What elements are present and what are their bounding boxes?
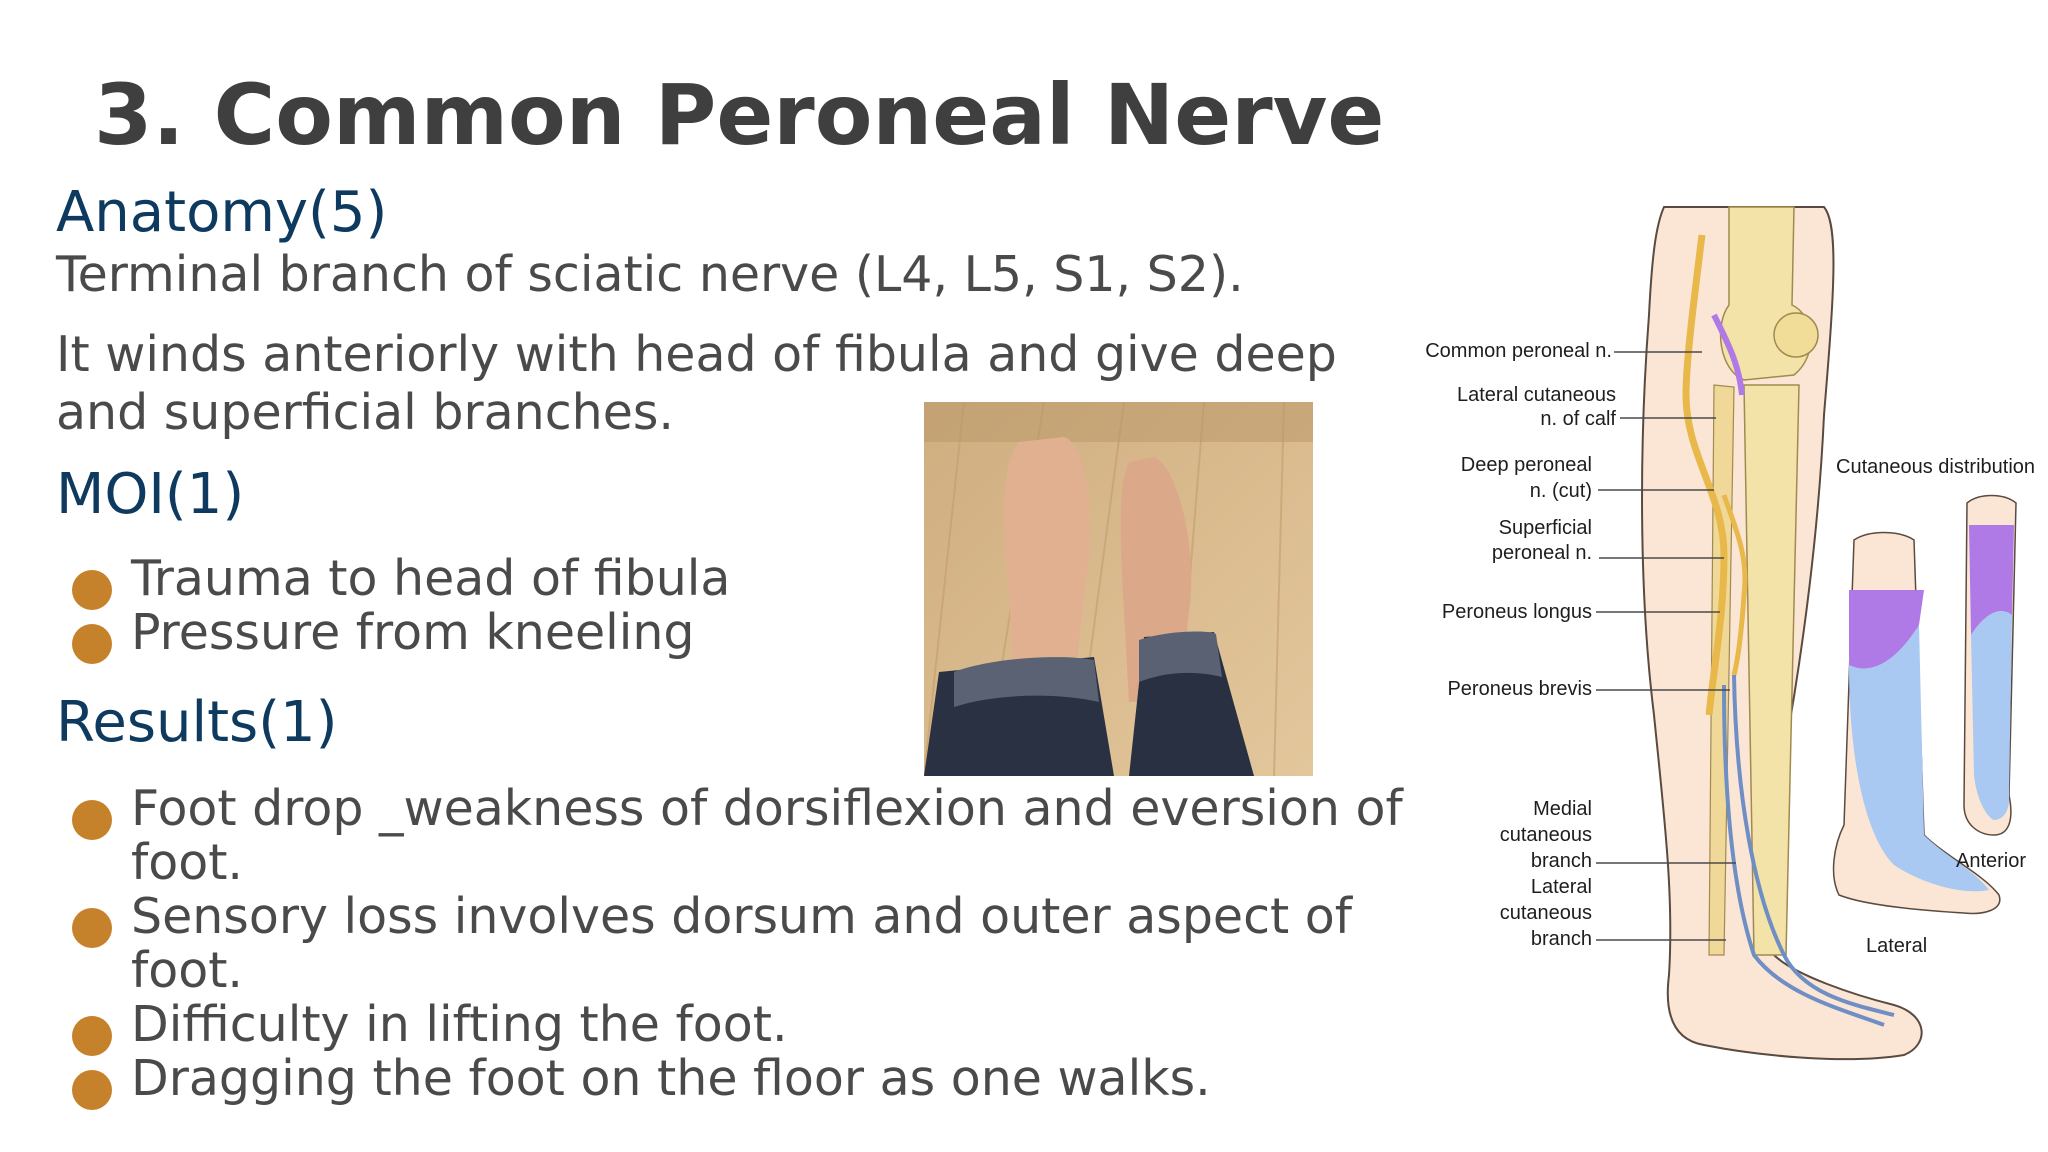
label-lateral-2: cutaneous bbox=[1499, 902, 1592, 924]
list-item: Pressure from kneeling bbox=[56, 606, 876, 660]
label-common-peroneal: Common peroneal n. bbox=[1425, 340, 1612, 362]
list-item: Trauma to head of fibula bbox=[56, 552, 876, 606]
bullet-icon bbox=[72, 570, 112, 610]
list-item: Dragging the foot on the floor as one walks. bbox=[56, 1052, 1416, 1106]
label-medial-2: cutaneous bbox=[1499, 824, 1592, 846]
moi-list bbox=[56, 552, 876, 660]
list-item: Difficulty in lifting the foot. bbox=[56, 998, 1416, 1052]
anatomy-line-1: Terminal branch of sciatic nerve (L4, L5, S1, S2). bbox=[56, 246, 1244, 303]
label-peroneus-brevis: Peroneus brevis bbox=[1447, 678, 1592, 700]
label-lateral-1: Lateral bbox=[1530, 876, 1592, 898]
common-peroneal-nerve-diagram bbox=[1424, 195, 2044, 1095]
label-lateral-3: branch bbox=[1530, 928, 1592, 950]
label-medial-1: Medial bbox=[1533, 798, 1592, 820]
patella bbox=[1774, 313, 1818, 357]
label-lateral-view: Lateral bbox=[1866, 935, 1928, 957]
list-item: Sensory loss involves dorsum and outer aspect of foot. bbox=[56, 890, 1416, 998]
moi-heading: MOI(1) bbox=[56, 462, 245, 527]
label-sup-2: peroneal n. bbox=[1491, 542, 1592, 564]
label-lat-cut-2: n. of calf bbox=[1540, 408, 1616, 430]
anterior-blue-zone bbox=[1971, 611, 2012, 820]
bullet-icon bbox=[72, 800, 112, 840]
results-heading: Results(1) bbox=[56, 690, 338, 755]
bullet-icon bbox=[72, 1070, 112, 1110]
label-medial-3: branch bbox=[1530, 850, 1592, 872]
bullet-icon bbox=[72, 908, 112, 948]
label-lat-cut-1: Lateral cutaneous bbox=[1456, 384, 1616, 406]
label-deep-1: Deep peroneal bbox=[1460, 454, 1592, 476]
bullet-icon bbox=[72, 624, 112, 664]
list-item: Foot drop _weakness of dorsiflexion and eversion of foot. bbox=[56, 782, 1416, 890]
tibia-bone bbox=[1744, 385, 1799, 955]
label-peroneus-longus: Peroneus longus bbox=[1441, 601, 1592, 623]
foot-drop-photo bbox=[924, 402, 1313, 776]
slide-title: 3. Common Peroneal Nerve bbox=[94, 66, 1385, 164]
label-deep-2: n. (cut) bbox=[1529, 480, 1592, 502]
label-sup-1: Superficial bbox=[1498, 517, 1592, 539]
label-cutaneous-distribution: Cutaneous distribution bbox=[1836, 456, 2036, 478]
foot-drop-illustration bbox=[924, 402, 1313, 776]
anatomy-line-2: It winds anteriorly with head of fibula and give deep and superficial branches. bbox=[56, 326, 1337, 441]
anatomy-heading: Anatomy(5) bbox=[56, 180, 388, 245]
results-list bbox=[56, 782, 1416, 1106]
bullet-icon bbox=[72, 1016, 112, 1056]
label-anterior-view: Anterior bbox=[1956, 850, 2027, 872]
